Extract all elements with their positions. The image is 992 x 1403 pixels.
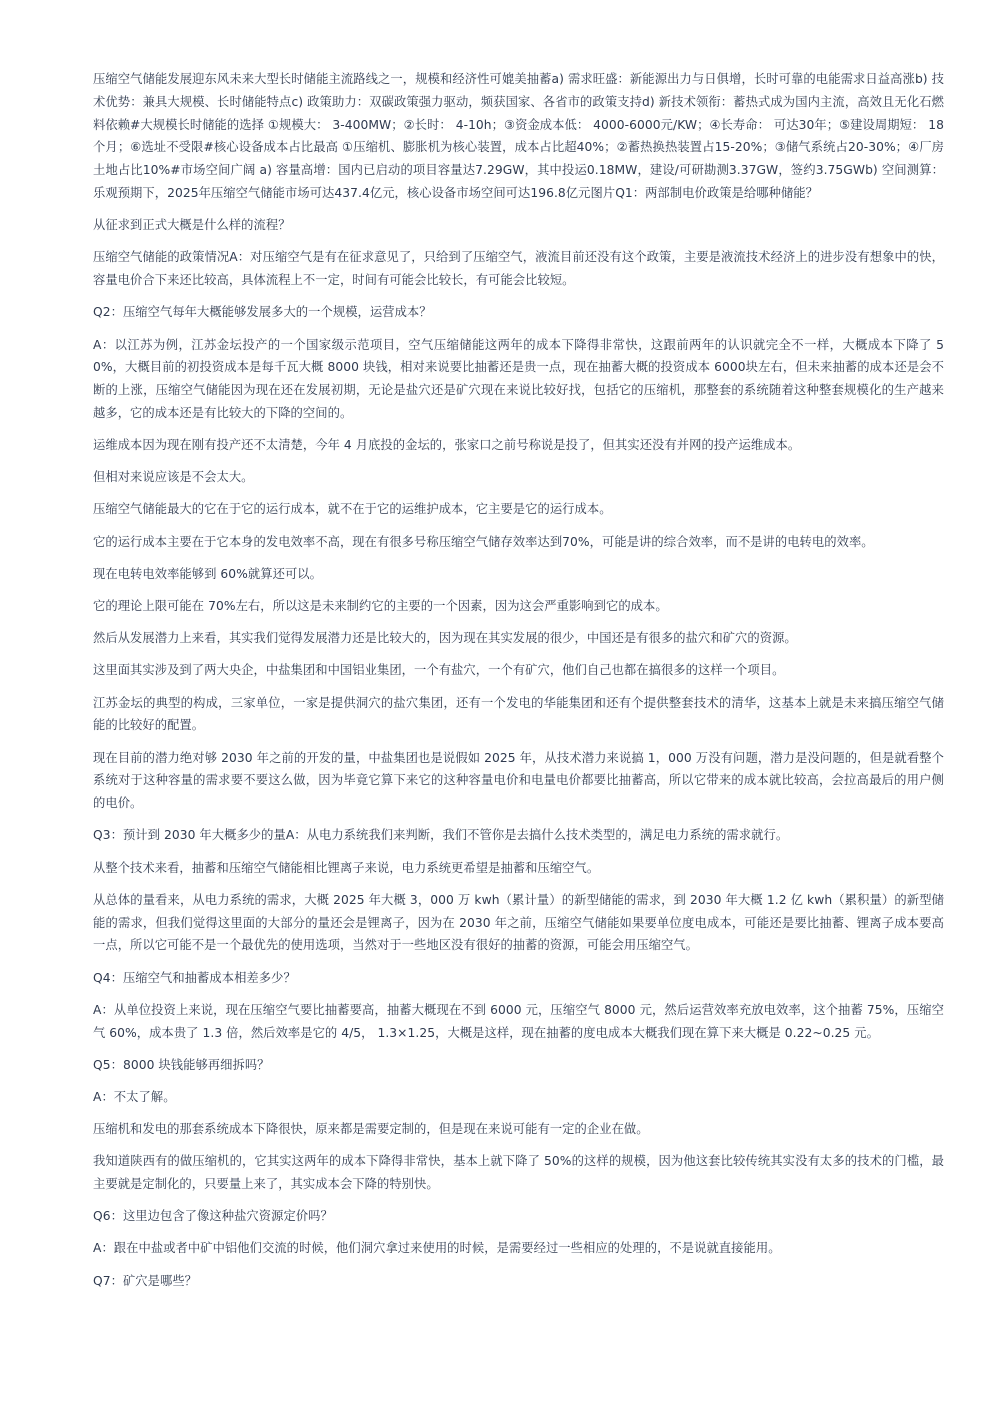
paragraph-2030-potential: 现在目前的潜力绝对够 2030 年之前的开发的量，中盐集团也是说假如 2025 年，从技术潜力来说搞 1，000 万没有问题，潜力是没问题的，但是就看整个系统对于这种容量的需求要不要这么做，因为毕竟它算下来它的这种容量电价和电量电价都要比抽蓄高，所以它带来的成本就比较高，会拉高最后的用户侧的电价。	[93, 750, 944, 811]
paragraph-q4-answer: A：从单位投资上来说，现在压缩空气要比抽蓄要高，抽蓄大概现在不到 6000 元，压缩空气 8000 元，然后运营效率充放电效率，这个抽蓄 75%，压缩空气 60%，成本贵了 1.3 倍，然后效率是它的 4/5， 1.3×1.25，大概是这样，现在抽蓄的度电成本大概我们现在算下来大概是 0.22~0.25 元。	[93, 1002, 944, 1040]
paragraph-soe: 这里面其实涉及到了两大央企，中盐集团和中国铝业集团，一个有盐穴，一个有矿穴，他们自己也都在搞很多的这样一个项目。	[93, 663, 785, 678]
paragraph-efficiency-limit: 它的理论上限可能在 70%左右，所以这是未来制约它的主要的一个因素，因为这会严重影响到它的成本。	[93, 599, 668, 614]
paragraph-q5: Q5：8000 块钱能够再细拆吗？	[93, 1057, 270, 1072]
paragraph-shaanxi: 我知道陕西有的做压缩机的，它其实这两年的成本下降得非常快，基本上就下降了 50%的这样的规模，因为他这套比较传统其实没有太多的技术的门槛，最主要就是定制化的，只要量上来了，其实成本会下降的特别快。	[93, 1154, 944, 1192]
paragraph-q6-answer: A：跟在中盐或者中矿中铝他们交流的时候，他们洞穴拿过来使用的时候，是需要经过一些相应的处理的，不是说就直接能用。	[93, 1241, 781, 1256]
paragraph-process-question: 从征求到正式大概是什么样的流程？	[93, 218, 291, 233]
paragraph-demand-volume: 从总体的量看来，从电力系统的需求，大概 2025 年大概 3，000 万 kwh（累计量）的新型储能的需求，到 2030 年大概 1.2 亿 kwh（累积量）的新型储能的需求，但我们觉得这里面的大部分的量还会是锂离子，因为在 2030 年之前，压缩空气储能如果要单位度电成本，可能还是要比抽蓄、锂离子成本要高一点，所以它可能不是一个最优先的使用选项，当然对于一些地区没有很好的抽蓄的资源，可能会用压缩空气。	[93, 892, 944, 953]
paragraph-q7: Q7：矿穴是哪些？	[93, 1273, 198, 1288]
paragraph-q6: Q6：这里边包含了像这种盐穴资源定价吗？	[93, 1209, 333, 1224]
paragraph-operating-cost: 压缩空气储能最大的它在于它的运行成本，就不在于它的运维护成本，它主要是它的运行成本。	[93, 502, 612, 517]
paragraph-efficiency: 它的运行成本主要在于它本身的发电效率不高，现在有很多号称压缩空气储存效率达到70%，可能是讲的综合效率，而不是讲的电转电的效率。	[93, 534, 874, 549]
paragraph-q3: Q3：预计到 2030 年大概多少的量A：从电力系统我们来判断，我们不管你是去搞什么技术类型的，满足电力系统的需求就行。	[93, 828, 789, 843]
paragraph-potential: 然后从发展潜力上来看，其实我们觉得发展潜力还是比较大的，因为现在其实发展的很少，中国还是有很多的盐穴和矿穴的资源。	[93, 631, 797, 646]
paragraph-om-small: 但相对来说应该是不会太大。	[93, 470, 254, 485]
paragraph-q2-answer: A：以江苏为例，江苏金坛投产的一个国家级示范项目，空气压缩储能这两年的成本下降得非常快，这跟前两年的认识就完全不一样，大概成本下降了 50%，大概目前的初投资成本是每千瓦大概 8000 块钱，相对来说要比抽蓄还是贵一点，现在抽蓄大概的投资成本 6000块左右，但未来抽蓄的成本还是会不断的上涨，压缩空气储能因为现在还在发展初期，无论是盐穴还是矿穴现在来说比较好找，包括它的压缩机，那整套的系统随着这种整套规模化的生产越来越多，它的成本还是有比较大的下降的空间的。	[93, 337, 944, 420]
paragraph-q2: Q2：压缩空气每年大概能够发展多大的一个规模，运营成本？	[93, 305, 432, 320]
paragraph-jintan-config: 江苏金坛的典型的构成，三家单位，一家是提供洞穴的盐穴集团，还有一个发电的华能集团和还有个提供整套技术的清华，这基本上就是未来搞压缩空气储能的比较好的配置。	[93, 695, 944, 733]
paragraph-q4: Q4：压缩空气和抽蓄成本相差多少？	[93, 970, 296, 985]
paragraph-efficiency-60: 现在电转电效率能够到 60%就算还可以。	[93, 566, 322, 581]
paragraph-om-cost: 运维成本因为现在刚有投产还不太清楚，今年 4 月底投的金坛的，张家口之前号称说是投了，但其实还没有并网的投产运维成本。	[93, 438, 801, 453]
paragraph-technology-preference: 从整个技术来看，抽蓄和压缩空气储能相比锂离子来说，电力系统更希望是抽蓄和压缩空气。	[93, 860, 600, 875]
paragraph-compressor-cost: 压缩机和发电的那套系统成本下降很快，原来都是需要定制的，但是现在来说可能有一定的企业在做。	[93, 1122, 649, 1137]
paragraph-policy-answer: 压缩空气储能的政策情况A：对压缩空气是有在征求意见了，只给到了压缩空气，液流目前还没有这个政策，主要是液流技术经济上的进步没有想象中的快，容量电价合下来还比较高，具体流程上不一定，时间有可能会比较长，有可能会比较短。	[93, 250, 944, 288]
paragraph-q5-answer: A：不太了解。	[93, 1089, 176, 1104]
paragraph-intro-summary: 压缩空气储能发展迎东风未来大型长时储能主流路线之一，规模和经济性可媲美抽蓄a) 需求旺盛：新能源出力与日俱增，长时可靠的电能需求日益高涨b) 技术优势：兼具大规模、长时储能特点c) 政策助力：双碳政策强力驱动，频获国家、各省市的政策支持d) 新技术领衔：蓄热式成为国内主流，高效且无化石燃料依赖#大规模长时储能的选择 ①规模大： 3-400MW；②长时： 4-10h；③资金成本低： 4000-6000元/KW；④长寿命： 可达30年；⑤建设周期短： 18个月；⑥选址不受限#核心设备成本占比最高 ①压缩机、膨胀机为核心装置，成本占比超40%；②蓄热换热装置占15-20%；③储气系统占20-30%；④厂房土地占比10%#市场空间广阔 a) 容量高增：国内已启动的项目容量达7.29GW，其中投运0.18MW，建设/可研勘测3.37GW，签约3.75GWb) 空间测算：乐观预期下，2025年压缩空气储能市场可达437.4亿元，核心设备市场空间可达196.8亿元图片Q1：两部制电价政策是给哪种储能？	[93, 72, 944, 200]
